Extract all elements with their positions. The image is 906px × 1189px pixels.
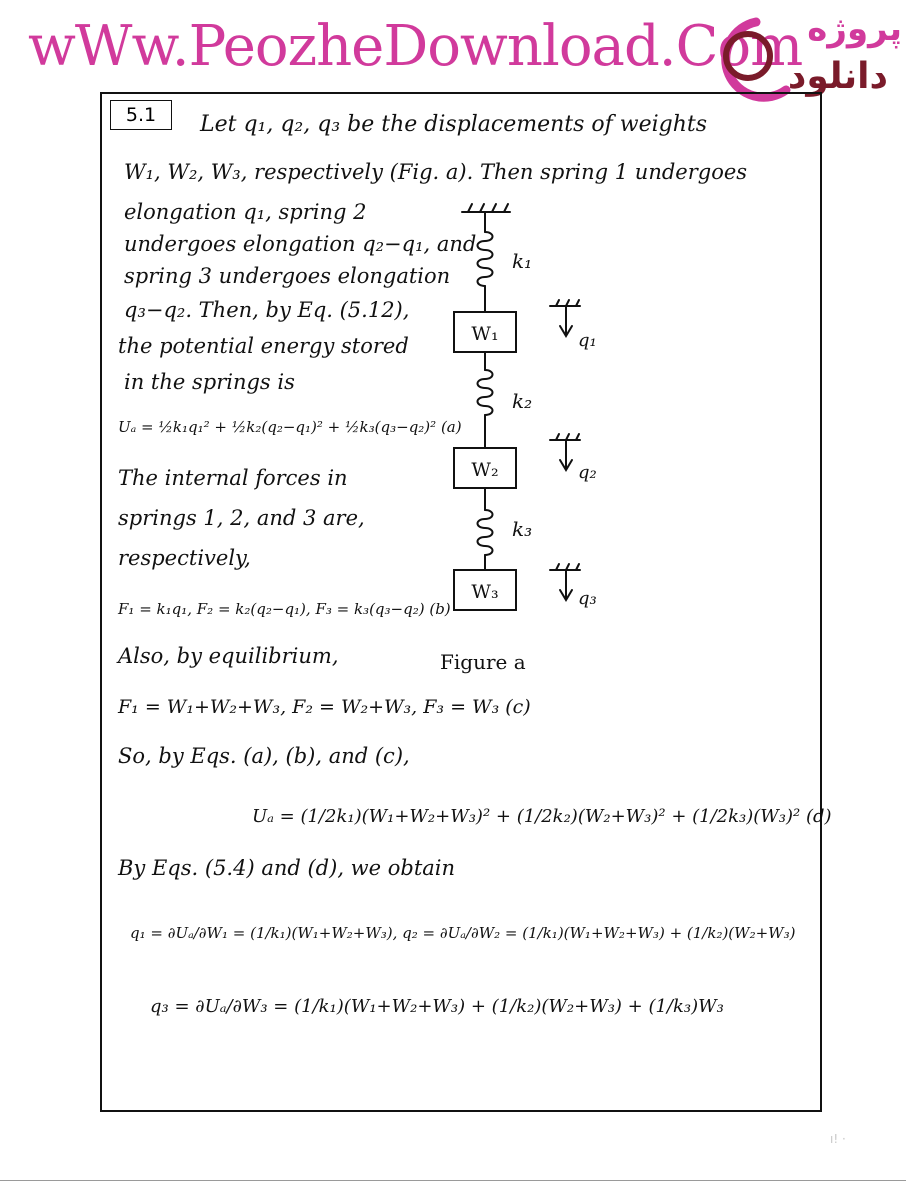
spring-1-coil [478, 232, 493, 286]
ceiling-hatch [480, 204, 484, 212]
text-line-3: elongation q₁, spring 2 [124, 200, 367, 224]
text-line-16: So, by Eqs. (a), (b), and (c), [118, 744, 410, 768]
text-line-2: W₁, W₂, W₃, respectively (Fig. a). Then spring 1 undergoes [124, 160, 748, 184]
text-line-18: By Eqs. (5.4) and (d), we obtain [118, 856, 456, 880]
text-line-14: Also, by equilibrium, [118, 644, 339, 668]
weight-label-2: W₂ [471, 459, 499, 481]
displacement-arrow-3 [550, 564, 580, 600]
text-line-7: the potential energy stored [118, 334, 409, 358]
displacement-label-2: q₂ [578, 462, 597, 483]
text-line-11: springs 1, 2, and 3 are, [118, 506, 365, 530]
displacement-arrow-2 [550, 434, 580, 470]
equation-d: Uₐ = (1/2k₁)(W₁+W₂+W₃)² + (1/2k₂)(W₂+W₃)² + (1/2k₃)(W₃)² (d) [252, 806, 832, 827]
logo-text-top: پروژه [807, 9, 902, 49]
displacement-label-1: q₁ [578, 330, 597, 351]
equation-b: F₁ = k₁q₁, F₂ = k₂(q₂−q₁), F₃ = k₃(q₃−q₂) (b) [118, 600, 451, 618]
text-line-1: Let q₁, q₂, q₃ be the displacements of weights [200, 112, 708, 137]
equation-q3: q₃ = ∂Uₐ/∂W₃ = (1/k₁)(W₁+W₂+W₃) + (1/k₂)(W₂+W₃) + (1/k₃)W₃ [150, 996, 724, 1017]
ceiling-hatch [468, 204, 472, 212]
spring-3-coil [478, 510, 493, 555]
weight-label-3: W₃ [471, 581, 499, 603]
weight-label-1: W₁ [471, 323, 499, 345]
logo-download-icon [726, 22, 786, 97]
logo-text-bottom: دانلود [787, 56, 888, 97]
figure-caption: Figure a [440, 650, 526, 674]
page-corner-mark: ı! · [830, 1132, 846, 1146]
page-bottom-rule [0, 1180, 906, 1181]
spring-label-2: k₂ [512, 389, 533, 413]
problem-number: 5.1 [110, 100, 172, 130]
watermark-url: wWw.PeozheDownload.Com [28, 14, 803, 79]
ceiling-hatch [492, 204, 496, 212]
equation-c: F₁ = W₁+W₂+W₃, F₂ = W₂+W₃, F₃ = W₃ (c) [118, 696, 531, 718]
equation-a: Uₐ = ½k₁q₁² + ½k₂(q₂−q₁)² + ½k₃(q₃−q₂)² (a) [118, 418, 462, 436]
spring-mass-figure [440, 200, 640, 630]
spring-label-1: k₁ [512, 249, 533, 273]
text-line-8: in the springs is [124, 370, 295, 394]
text-line-12: respectively, [118, 546, 251, 570]
spring-label-3: k₃ [512, 517, 533, 541]
text-line-5: spring 3 undergoes elongation [124, 264, 451, 288]
displacement-arrow-1 [550, 300, 580, 336]
text-line-10: The internal forces in [118, 466, 348, 490]
equation-q1-q2: q₁ = ∂Uₐ/∂W₁ = (1/k₁)(W₁+W₂+W₃), q₂ = ∂Uₐ/∂W₂ = (1/k₁)(W₁+W₂+W₃) + (1/k₂)(W₂+W₃) [130, 924, 796, 942]
ceiling-hatch [504, 204, 508, 212]
displacement-label-3: q₃ [578, 588, 597, 609]
spring-2-coil [478, 370, 493, 415]
text-line-4: undergoes elongation q₂−q₁, and [124, 232, 477, 256]
text-line-6: q₃−q₂. Then, by Eq. (5.12), [124, 298, 410, 322]
